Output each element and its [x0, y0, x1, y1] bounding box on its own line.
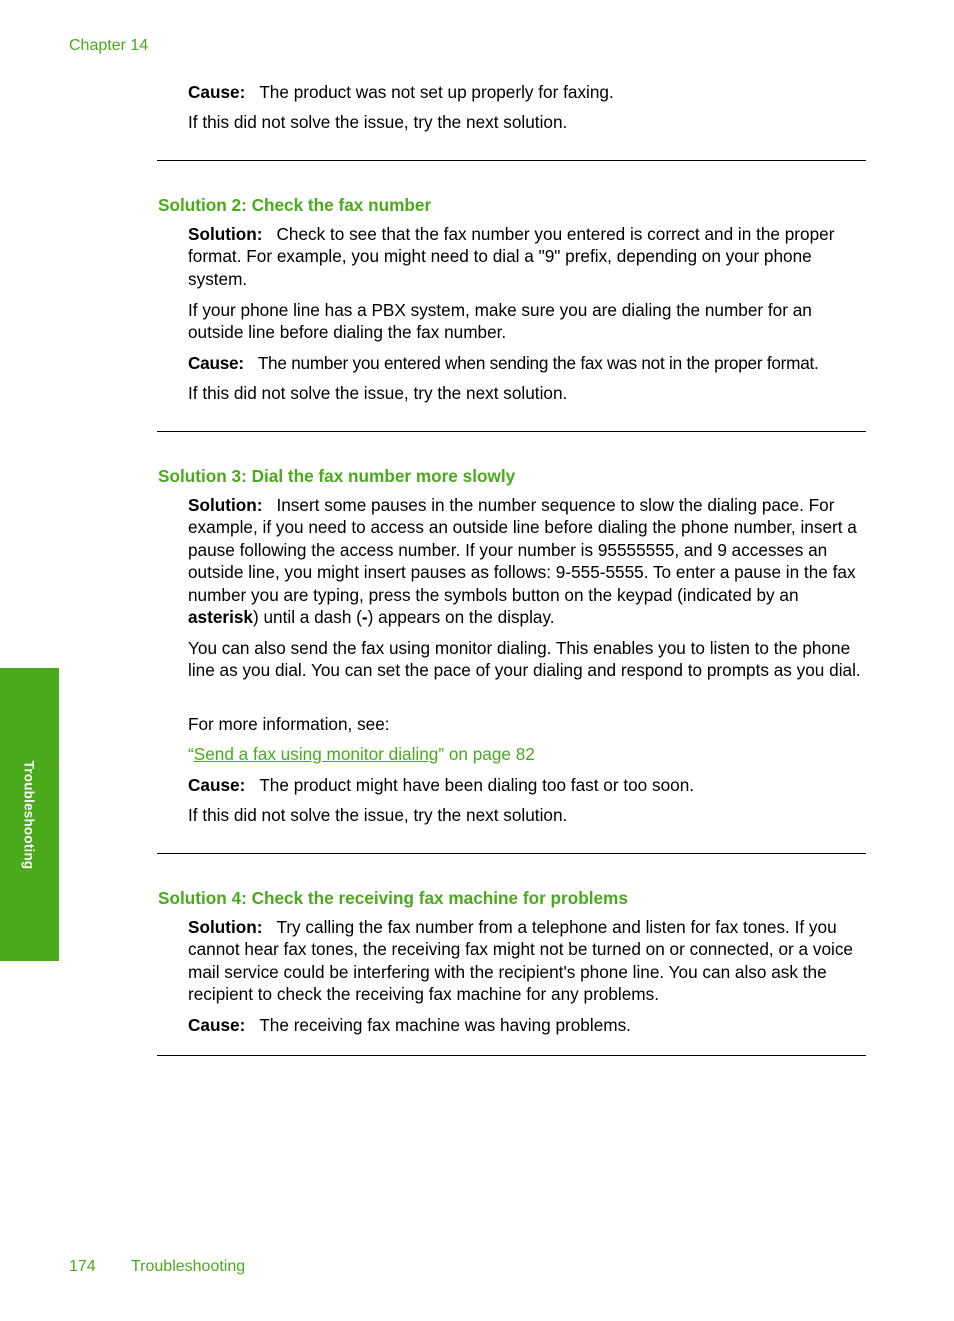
- section-divider: [157, 431, 866, 432]
- solution2-para2: If your phone line has a PBX system, make sure you are dialing the number for an outside line before dialing the fax number.: [188, 300, 812, 343]
- section-divider: [157, 1055, 866, 1056]
- page-number: 174: [69, 1258, 96, 1275]
- cross-reference: [188, 743, 868, 765]
- solution-label: Solution:: [188, 495, 263, 515]
- solution3-solution-text-a: Insert some pauses in the number sequence to slow the dialing pace. For example, if you need to access an outside line before dialing the phone number, insert a pause following the access number. If your number is 95555555, and 9 accesses an outside line, you might insert pauses as follows: 9-555-5555. To enter a pause in the fax number you are typing, press the symbols button on the keypad (indicated by an: [188, 495, 857, 605]
- solution2-cause: [188, 352, 868, 374]
- intro-cause: [188, 81, 868, 103]
- solution2-heading: Solution 2: Check the fax number: [158, 195, 432, 215]
- section-divider: [157, 160, 866, 161]
- cause-label: Cause:: [188, 775, 246, 795]
- side-tab-label: Troubleshooting: [21, 760, 37, 870]
- section-divider: [157, 853, 866, 854]
- cause-label: Cause:: [188, 1015, 246, 1035]
- solution-label: Solution:: [188, 917, 263, 937]
- solution3-more-info: For more information, see:: [188, 714, 390, 734]
- monitor-dialing-link[interactable]: Send a fax using monitor dialing: [193, 744, 439, 764]
- side-tab: [0, 668, 59, 961]
- solution-label: Solution:: [188, 224, 263, 244]
- solution3-solution-text-b: ) until a dash (: [252, 607, 362, 628]
- solution2-solution-text: Check to see that the fax number you entered is correct and in the proper format. For example, you might need to dial a "9" prefix, depending on your phone system.: [188, 224, 835, 289]
- link-page-ref: ” on page 82: [438, 744, 535, 764]
- solution2-cause-text: The number you entered when sending the fax was not in the proper format.: [257, 353, 819, 373]
- solution3-cause-text: The product might have been dialing too fast or too soon.: [259, 775, 695, 795]
- solution2-solution: [188, 223, 868, 290]
- solution3-solution: [188, 494, 868, 628]
- solution3-para2: You can also send the fax using monitor dialing. This enables you to listen to the phone line as you dial. You can set the pace of your dialing and respond to prompts as you dial.: [188, 638, 861, 681]
- cause-label: Cause:: [188, 353, 244, 373]
- solution4-heading: Solution 4: Check the receiving fax machine for problems: [158, 888, 628, 908]
- intro-next: If this did not solve the issue, try the next solution.: [188, 112, 568, 132]
- chapter-header: Chapter 14: [69, 37, 149, 54]
- dash-term: -: [361, 607, 368, 628]
- cause-label: Cause:: [188, 82, 246, 102]
- solution3-cause: [188, 774, 868, 796]
- solution4-solution-text: Try calling the fax number from a telephone and listen for fax tones. If you cannot hear fax tones, the receiving fax might not be turned on or connected, or a voice mail service could be interfering with the recipient's phone line. You can also ask the recipient to check the receiving fax machine for any problems.: [188, 917, 853, 1005]
- solution4-cause-text: The receiving fax machine was having problems.: [259, 1015, 631, 1035]
- solution3-heading: Solution 3: Dial the fax number more slowly: [158, 466, 516, 486]
- intro-cause-text: The product was not set up properly for faxing.: [259, 82, 614, 102]
- footer-section: Troubleshooting: [131, 1258, 246, 1275]
- asterisk-term: asterisk: [188, 607, 253, 628]
- solution2-next: If this did not solve the issue, try the next solution.: [188, 383, 568, 403]
- solution3-solution-text-c: ) appears on the display.: [367, 607, 555, 628]
- solution4-cause: [188, 1014, 868, 1036]
- solution3-next: If this did not solve the issue, try the next solution.: [188, 805, 568, 825]
- solution4-solution: [188, 916, 868, 1006]
- link-open-quote: “: [188, 744, 194, 764]
